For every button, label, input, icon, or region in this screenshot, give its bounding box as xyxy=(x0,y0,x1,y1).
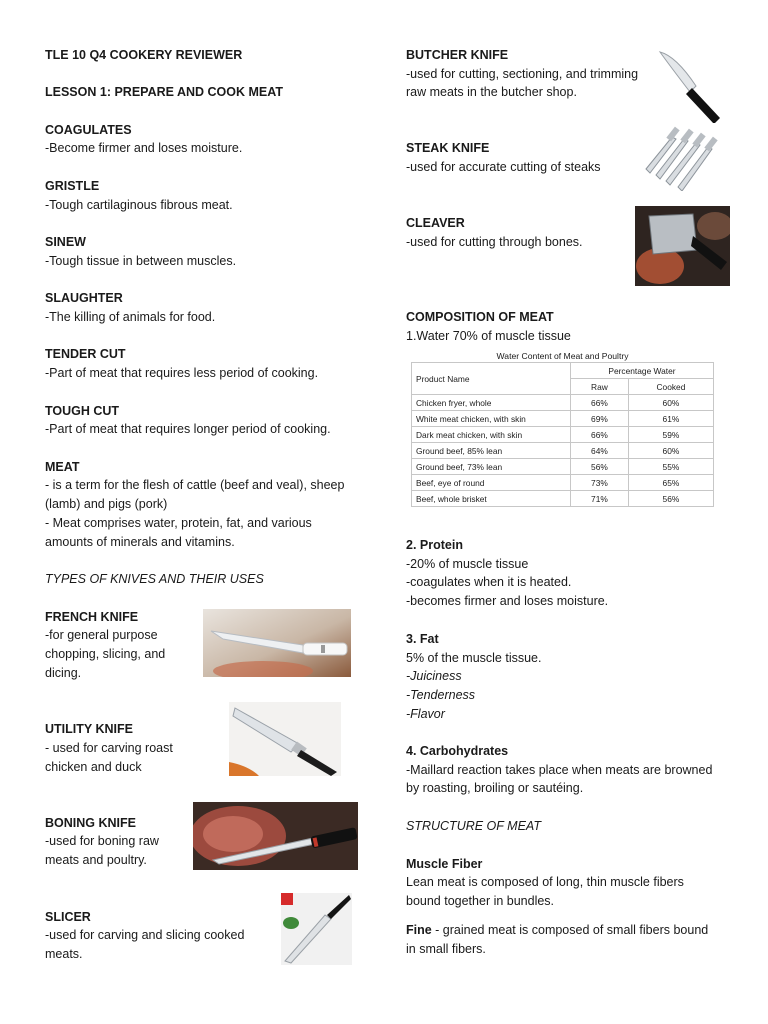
table-row xyxy=(412,443,714,459)
term-coagulates: COAGULATES xyxy=(45,123,132,137)
slicer-photo xyxy=(281,893,352,965)
steak-knife-name: STEAK KNIFE xyxy=(406,141,490,155)
butcher-knife-name: BUTCHER KNIFE xyxy=(406,48,509,62)
cell-product: Dark meat chicken, with skin xyxy=(412,427,571,443)
muscle-fiber-title: Muscle Fiber xyxy=(406,857,483,871)
protein-title: 2. Protein xyxy=(406,538,463,552)
meat-line-3: - Meat comprises water, protein, fat, and various xyxy=(45,516,312,530)
structure-heading: STRUCTURE OF MEAT xyxy=(406,819,541,833)
fine-grain-line-2: in small fibers. xyxy=(406,942,486,956)
cell-product: Chicken fryer, whole xyxy=(412,395,571,411)
french-knife-name: FRENCH KNIFE xyxy=(45,610,139,624)
table-title: Water Content of Meat and Poultry xyxy=(496,351,629,361)
butcher-knife-photo xyxy=(656,46,726,124)
cell-cooked: 56% xyxy=(628,491,713,507)
utility-knife-line-1: - used for carving roast xyxy=(45,741,173,755)
term-tender-cut: TENDER CUT xyxy=(45,347,126,361)
french-knife-line-3: dicing. xyxy=(45,666,82,680)
def-gristle: -Tough cartilaginous fibrous meat. xyxy=(45,198,233,212)
slicer-line-1: -used for carving and slicing cooked xyxy=(45,928,245,942)
slicer-line-2: meats. xyxy=(45,947,83,961)
cell-raw: 64% xyxy=(571,443,629,459)
french-knife-line-2: chopping, slicing, and xyxy=(45,647,166,661)
butcher-knife-line-2: raw meats in the butcher shop. xyxy=(406,85,577,99)
cell-cooked: 61% xyxy=(628,411,713,427)
cell-raw: 69% xyxy=(571,411,629,427)
knives-heading: TYPES OF KNIVES AND THEIR USES xyxy=(45,572,264,586)
french-knife-line-1: -for general purpose xyxy=(45,628,158,642)
butcher-knife-line-1: -used for cutting, sectioning, and trimming xyxy=(406,67,639,81)
carbs-line-1: -Maillard reaction takes place when meats are browned xyxy=(406,763,713,777)
lesson-heading: LESSON 1: PREPARE AND COOK MEAT xyxy=(45,85,283,99)
boning-knife-photo xyxy=(193,802,358,870)
def-sinew: -Tough tissue in between muscles. xyxy=(45,254,237,268)
carbs-title: 4. Carbohydrates xyxy=(406,744,509,758)
muscle-fiber-line-2: bound together in bundles. xyxy=(406,894,555,908)
meat-line-4: amounts of minerals and vitamins. xyxy=(45,535,235,549)
fat-item-tenderness: -Tenderness xyxy=(406,688,476,702)
steak-knives-photo xyxy=(644,123,722,191)
meat-line-2: (lamb) and pigs (pork) xyxy=(45,497,168,511)
table-row xyxy=(412,427,714,443)
term-tough-cut: TOUGH CUT xyxy=(45,404,120,418)
table-header-cooked: Cooked xyxy=(628,379,713,395)
cell-product: White meat chicken, with skin xyxy=(412,411,571,427)
boning-knife-line-1: -used for boning raw xyxy=(45,834,159,848)
table-header-percent: Percentage Water xyxy=(571,363,714,379)
table-row xyxy=(412,475,714,491)
cell-product: Ground beef, 73% lean xyxy=(412,459,571,475)
cell-product: Ground beef, 85% lean xyxy=(412,443,571,459)
meat-line-1: - is a term for the flesh of cattle (beef and veal), sheep xyxy=(45,478,345,492)
cell-cooked: 60% xyxy=(628,443,713,459)
def-coagulates: -Become firmer and loses moisture. xyxy=(45,141,243,155)
term-slaughter: SLAUGHTER xyxy=(45,291,123,305)
cell-cooked: 65% xyxy=(628,475,713,491)
cell-product: Beef, whole brisket xyxy=(412,491,571,507)
term-sinew: SINEW xyxy=(45,235,86,249)
fine-rest: - grained meat is composed of small fibers bound xyxy=(431,923,709,937)
cleaver-name: CLEAVER xyxy=(406,216,465,230)
table-header-product: Product Name xyxy=(412,363,571,395)
carbs-line-2: by roasting, broiling or sautéing. xyxy=(406,781,584,795)
protein-line-3: -becomes firmer and loses moisture. xyxy=(406,594,609,608)
water-content-table xyxy=(411,350,714,507)
def-slaughter: -The killing of animals for food. xyxy=(45,310,216,324)
cleaver-photo xyxy=(635,206,730,286)
fat-line: 5% of the muscle tissue. xyxy=(406,651,542,665)
cell-product: Beef, eye of round xyxy=(412,475,571,491)
cell-cooked: 60% xyxy=(628,395,713,411)
protein-line-1: -20% of muscle tissue xyxy=(406,557,529,571)
fat-item-juiciness: -Juiciness xyxy=(406,669,462,683)
muscle-fiber-line-1: Lean meat is composed of long, thin muscle fibers xyxy=(406,875,684,889)
boning-knife-line-2: meats and poultry. xyxy=(45,853,147,867)
fine-term: Fine xyxy=(406,923,432,937)
utility-knife-photo xyxy=(229,702,341,776)
composition-heading: COMPOSITION OF MEAT xyxy=(406,310,554,324)
fine-grain-line-1 xyxy=(406,921,708,940)
cell-raw: 56% xyxy=(571,459,629,475)
document-title: TLE 10 Q4 COOKERY REVIEWER xyxy=(45,48,243,62)
utility-knife-name: UTILITY KNIFE xyxy=(45,722,133,736)
french-knife-photo xyxy=(203,609,351,677)
slicer-name: SLICER xyxy=(45,910,91,924)
table-header-raw: Raw xyxy=(571,379,629,395)
cell-cooked: 55% xyxy=(628,459,713,475)
fat-title: 3. Fat xyxy=(406,632,439,646)
utility-knife-line-2: chicken and duck xyxy=(45,760,142,774)
cell-cooked: 59% xyxy=(628,427,713,443)
boning-knife-name: BONING KNIFE xyxy=(45,816,136,830)
table-row xyxy=(412,411,714,427)
water-line: 1.Water 70% of muscle tissue xyxy=(406,329,571,343)
cell-raw: 71% xyxy=(571,491,629,507)
table-row xyxy=(412,491,714,507)
cell-raw: 73% xyxy=(571,475,629,491)
protein-line-2: -coagulates when it is heated. xyxy=(406,575,572,589)
term-gristle: GRISTLE xyxy=(45,179,100,193)
cell-raw: 66% xyxy=(571,395,629,411)
cleaver-line-1: -used for cutting through bones. xyxy=(406,235,583,249)
steak-knife-line-1: -used for accurate cutting of steaks xyxy=(406,160,601,174)
cell-raw: 66% xyxy=(571,427,629,443)
def-tough-cut: -Part of meat that requires longer period of cooking. xyxy=(45,422,331,436)
table-row xyxy=(412,395,714,411)
def-tender-cut: -Part of meat that requires less period of cooking. xyxy=(45,366,319,380)
term-meat: MEAT xyxy=(45,460,80,474)
fat-item-flavor: -Flavor xyxy=(406,707,445,721)
table-row xyxy=(412,459,714,475)
